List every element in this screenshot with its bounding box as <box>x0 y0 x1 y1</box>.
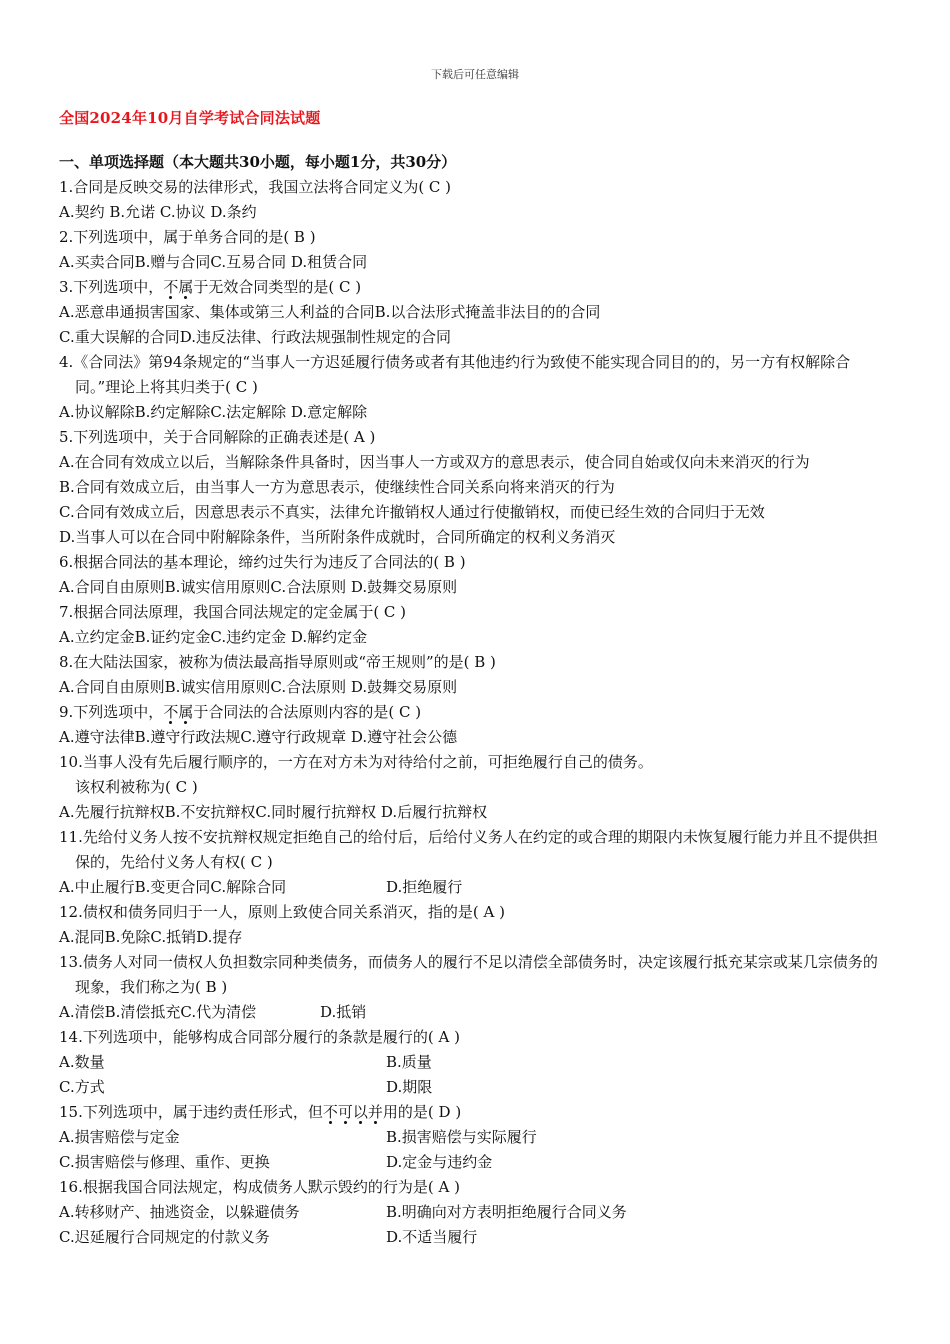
option-a: A.损害赔偿与定金 <box>59 1128 180 1146</box>
option-a: A.数量 <box>59 1053 105 1071</box>
option-b: B.明确向对方表明拒绝履行合同义务 <box>386 1203 627 1221</box>
question-10: 10.当事人没有先后履行顺序的，一方在对方未为对待给付之前，可拒绝履行自己的债务。 <box>59 753 653 771</box>
question-5-option-b: B.合同有效成立后，由当事人一方为意思表示，使继续性合同关系向将来消灭的行为 <box>59 478 615 496</box>
option-d: D.不适当履行 <box>386 1228 478 1246</box>
question-10-continued: 该权利被称为( C ) <box>75 778 198 796</box>
option-c: C.损害赔偿与修理、重作、更换 <box>59 1153 270 1171</box>
question-15: 15.下列选项中，属于违约责任形式，但不可以并用的是( D ) <box>59 1103 462 1121</box>
option-d: D.拒绝履行 <box>386 878 463 896</box>
question-7: 7.根据合同法原理，我国合同法规定的定金属于( C ) <box>59 603 407 621</box>
document-title: 全国2024年10月自学考试合同法试题 <box>59 109 321 127</box>
question-4: 4.《合同法》第94条规定的“当事人一方迟延履行债务或者有其他违约行为致使不能实现合同目的的，另一方有权解除合同。”理论上将其归类于( C ) <box>59 353 851 396</box>
question-9: 9.下列选项中，不属于合同法的合法原则内容的是( C ) <box>59 703 422 721</box>
option-abc: A.清偿B.清偿抵充C.代为清偿 <box>59 1003 257 1021</box>
question-3-options: C.重大误解的合同D.违反法律、行政法规强制性规定的合同 <box>59 328 451 346</box>
option-a: A.转移财产、抽逃资金，以躲避债务 <box>59 1203 300 1221</box>
question-16-options-ab <box>59 1200 889 1225</box>
question-8-options: A.合同自由原则B.诚实信用原则C.合法原则 D.鼓舞交易原则 <box>59 678 458 696</box>
question-11-options <box>59 875 889 900</box>
question-1-options: A.契约 B.允诺 C.协议 D.条约 <box>59 203 257 221</box>
option-abc: A.中止履行B.变更合同C.解除合同 <box>59 878 287 896</box>
option-d: D.抵销 <box>320 1003 367 1021</box>
question-3-options: A.恶意串通损害国家、集体或第三人利益的合同B.以合法形式掩盖非法目的的合同 <box>59 303 601 321</box>
question-1: 1.合同是反映交易的法律形式，我国立法将合同定义为( C ) <box>59 178 452 196</box>
question-16: 16.根据我国合同法规定，构成债务人默示毁约的行为是( A ) <box>59 1178 460 1196</box>
question-11: 11.先给付义务人按不安抗辩权规定拒绝自己的给付后，后给付义务人在约定的或合理的期限内未恢复履行能力并且不提供担保的，先给付义务人有权( C ) <box>59 828 878 871</box>
question-5-option-a: A.在合同有效成立以后，当解除条件具备时，因当事人一方或双方的意思表示，使合同自始或仅向未来消灭的行为 <box>59 453 810 471</box>
question-13: 13.债务人对同一债权人负担数宗同种类债务，而债务人的履行不足以清偿全部债务时，决定该履行抵充某宗或某几宗债务的现象，我们称之为( B ) <box>59 953 878 996</box>
question-2: 2.下列选项中，属于单务合同的是( B ) <box>59 228 316 246</box>
option-c: C.方式 <box>59 1078 105 1096</box>
question-14-options-ab <box>59 1050 889 1075</box>
question-8: 8.在大陆法国家，被称为债法最高指导原则或“帝王规则”的是( B ) <box>59 653 496 671</box>
question-5: 5.下列选项中，关于合同解除的正确表述是( A ) <box>59 428 376 446</box>
question-4-options: A.协议解除B.约定解除C.法定解除 D.意定解除 <box>59 403 368 421</box>
question-12: 12.债权和债务同归于一人，原则上致使合同关系消灭，指的是( A ) <box>59 903 505 921</box>
question-6: 6.根据合同法的基本理论，缔约过失行为违反了合同法的( B ) <box>59 553 466 571</box>
option-d: D.定金与违约金 <box>386 1153 493 1171</box>
question-14: 14.下列选项中，能够构成合同部分履行的条款是履行的( A ) <box>59 1028 460 1046</box>
question-10-options: A.先履行抗辩权B.不安抗辩权C.同时履行抗辩权 D.后履行抗辩权 <box>59 803 488 821</box>
page-header: 下载后可任意编辑 <box>431 68 519 81</box>
option-c: C.迟延履行合同规定的付款义务 <box>59 1228 270 1246</box>
section-heading: 一、单项选择题（本大题共30小题，每小题1分，共30分） <box>59 153 457 171</box>
question-9-options: A.遵守法律B.遵守行政法规C.遵守行政规章 D.遵守社会公德 <box>59 728 458 746</box>
question-13-options <box>59 1000 889 1025</box>
option-b: B.损害赔偿与实际履行 <box>386 1128 537 1146</box>
question-16-options-cd <box>59 1225 889 1250</box>
option-b: B.质量 <box>386 1053 432 1071</box>
question-14-options-cd <box>59 1075 889 1100</box>
question-3: 3.下列选项中，不属于无效合同类型的是( C ) <box>59 278 362 296</box>
question-5-option-c: C.合同有效成立后，因意思表示不真实，法律允许撤销权人通过行使撤销权，而使已经生效的合同归于无效 <box>59 503 765 521</box>
question-15-options-ab <box>59 1125 889 1150</box>
question-2-options: A.买卖合同B.赠与合同C.互易合同 D.租赁合同 <box>59 253 368 271</box>
question-12-options: A.混同B.免除C.抵销D.提存 <box>59 928 243 946</box>
option-d: D.期限 <box>386 1078 433 1096</box>
question-15-options-cd <box>59 1150 889 1175</box>
question-7-options: A.立约定金B.证约定金C.违约定金 D.解约定金 <box>59 628 368 646</box>
document-body <box>59 150 889 1250</box>
question-6-options: A.合同自由原则B.诚实信用原则C.合法原则 D.鼓舞交易原则 <box>59 578 458 596</box>
question-5-option-d: D.当事人可以在合同中附解除条件，当所附条件成就时，合同所确定的权利义务消灭 <box>59 528 616 546</box>
